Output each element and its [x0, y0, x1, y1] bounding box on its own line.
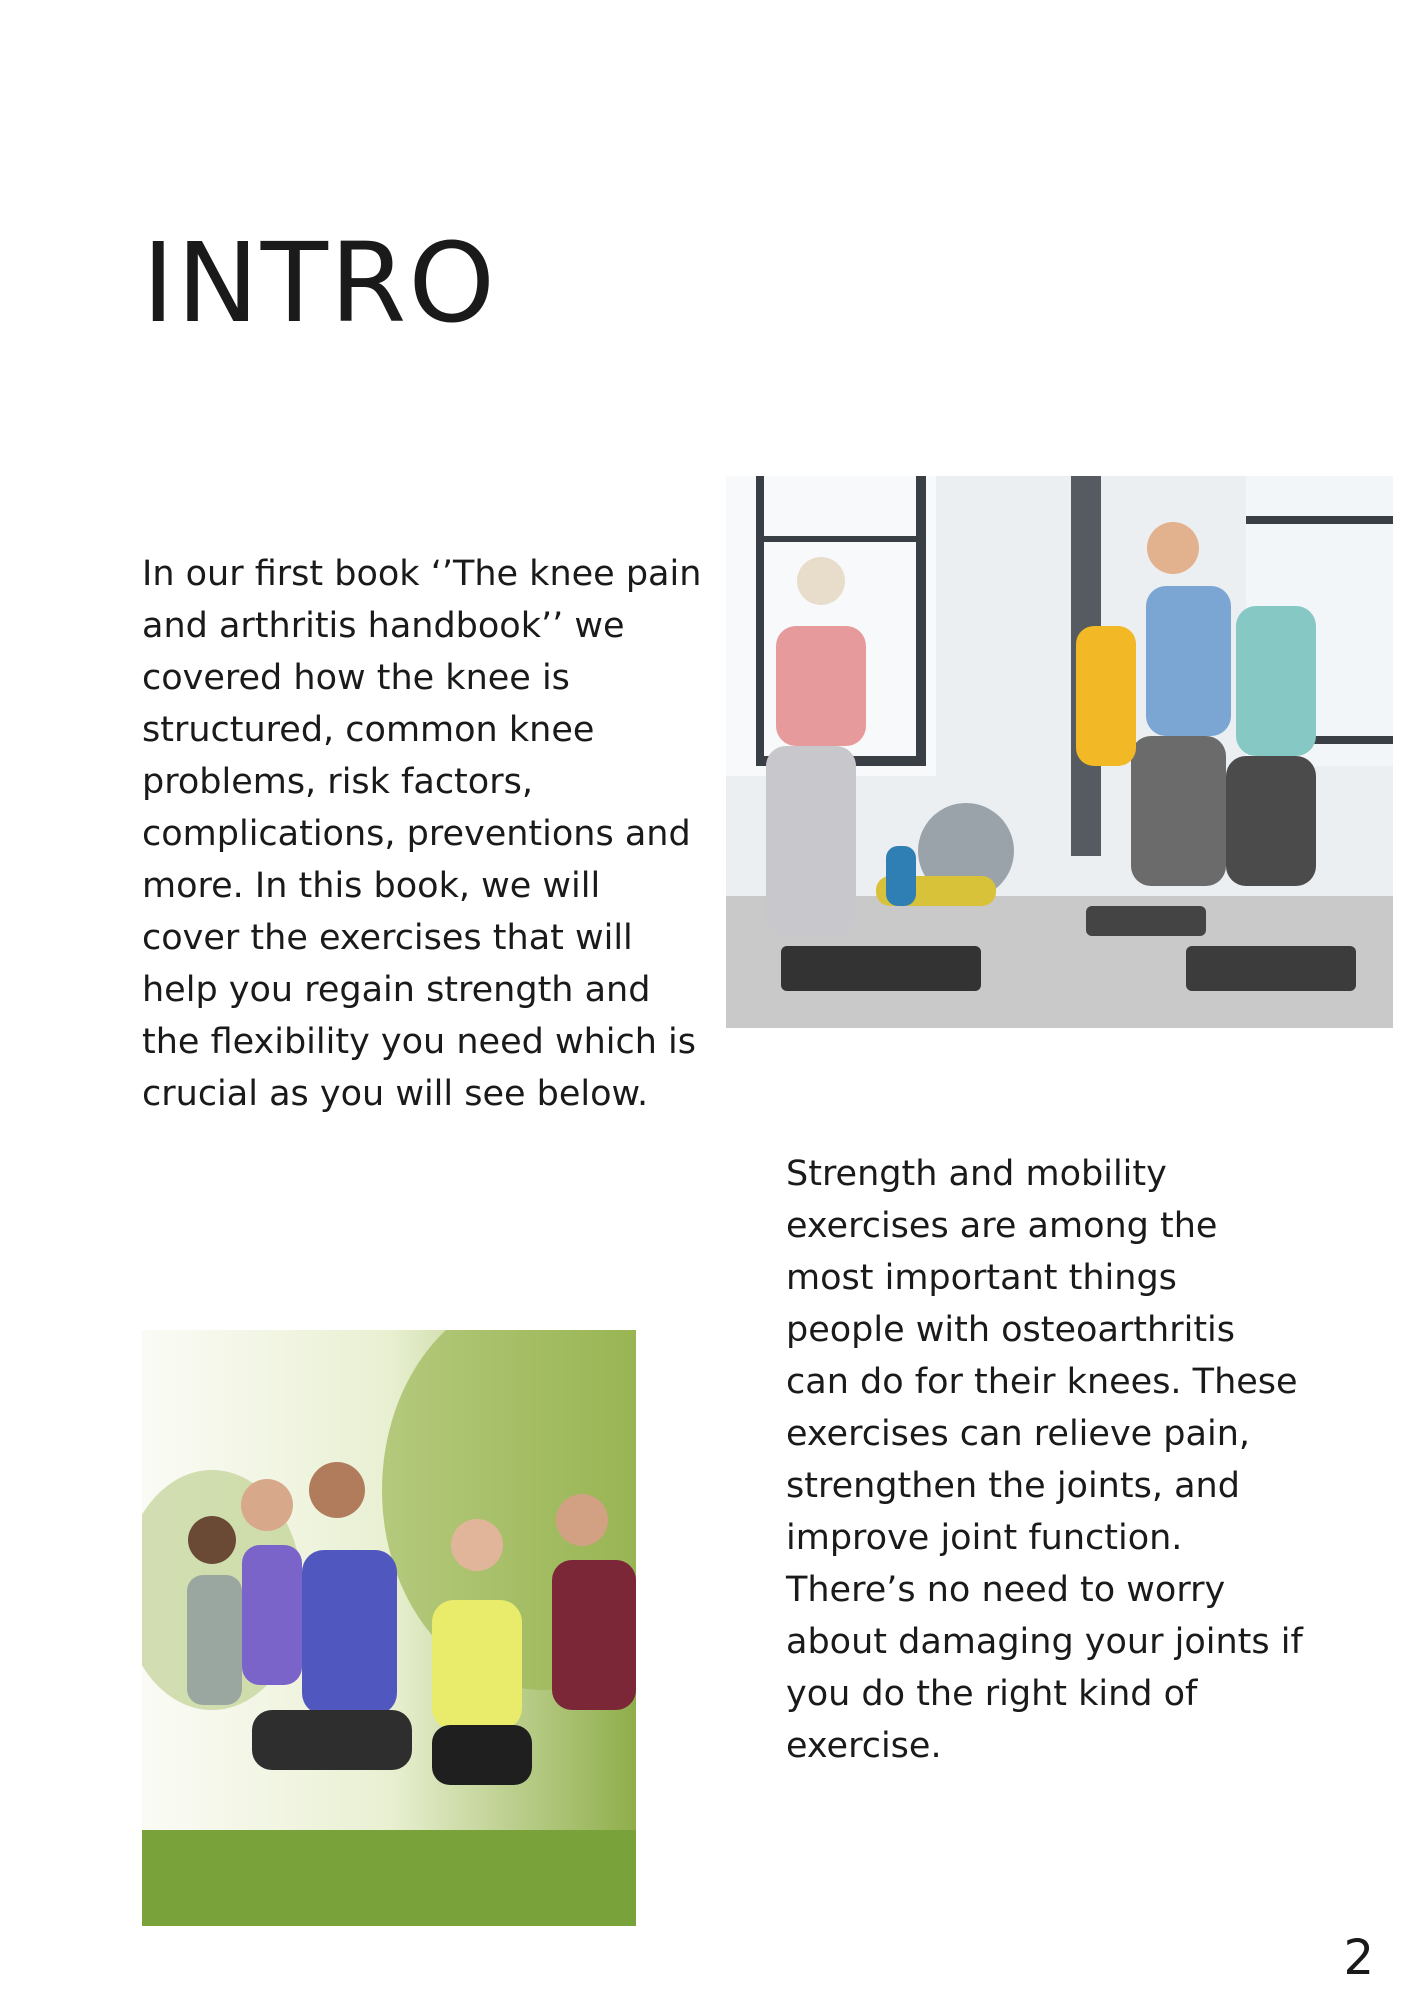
intro-paragraph-2: Strength and mobility exercises are among the most important things people with osteoarthritis can do for their knees. These exercises can relieve pain, strengthen the joints, and improve joint function. There’s no need to worry about damaging your joints if you do the right kind of exercise.: [786, 1154, 1303, 1766]
outdoor-lunge-exercise-photo: [142, 1330, 636, 1926]
page-title: INTRO: [142, 219, 497, 347]
indoor-step-exercise-photo: [726, 476, 1393, 1028]
intro-paragraph-1: In our first book ‘’The knee pain and arthritis handbook’’ we covered how the knee is structured, common knee problems, risk factors, complications, preventions and more. In this book, we will cover the exercises that will help you regain strength and the flexibility you need which is crucial as you will see below.: [142, 554, 702, 1114]
page-number: 2: [1343, 1930, 1374, 1986]
